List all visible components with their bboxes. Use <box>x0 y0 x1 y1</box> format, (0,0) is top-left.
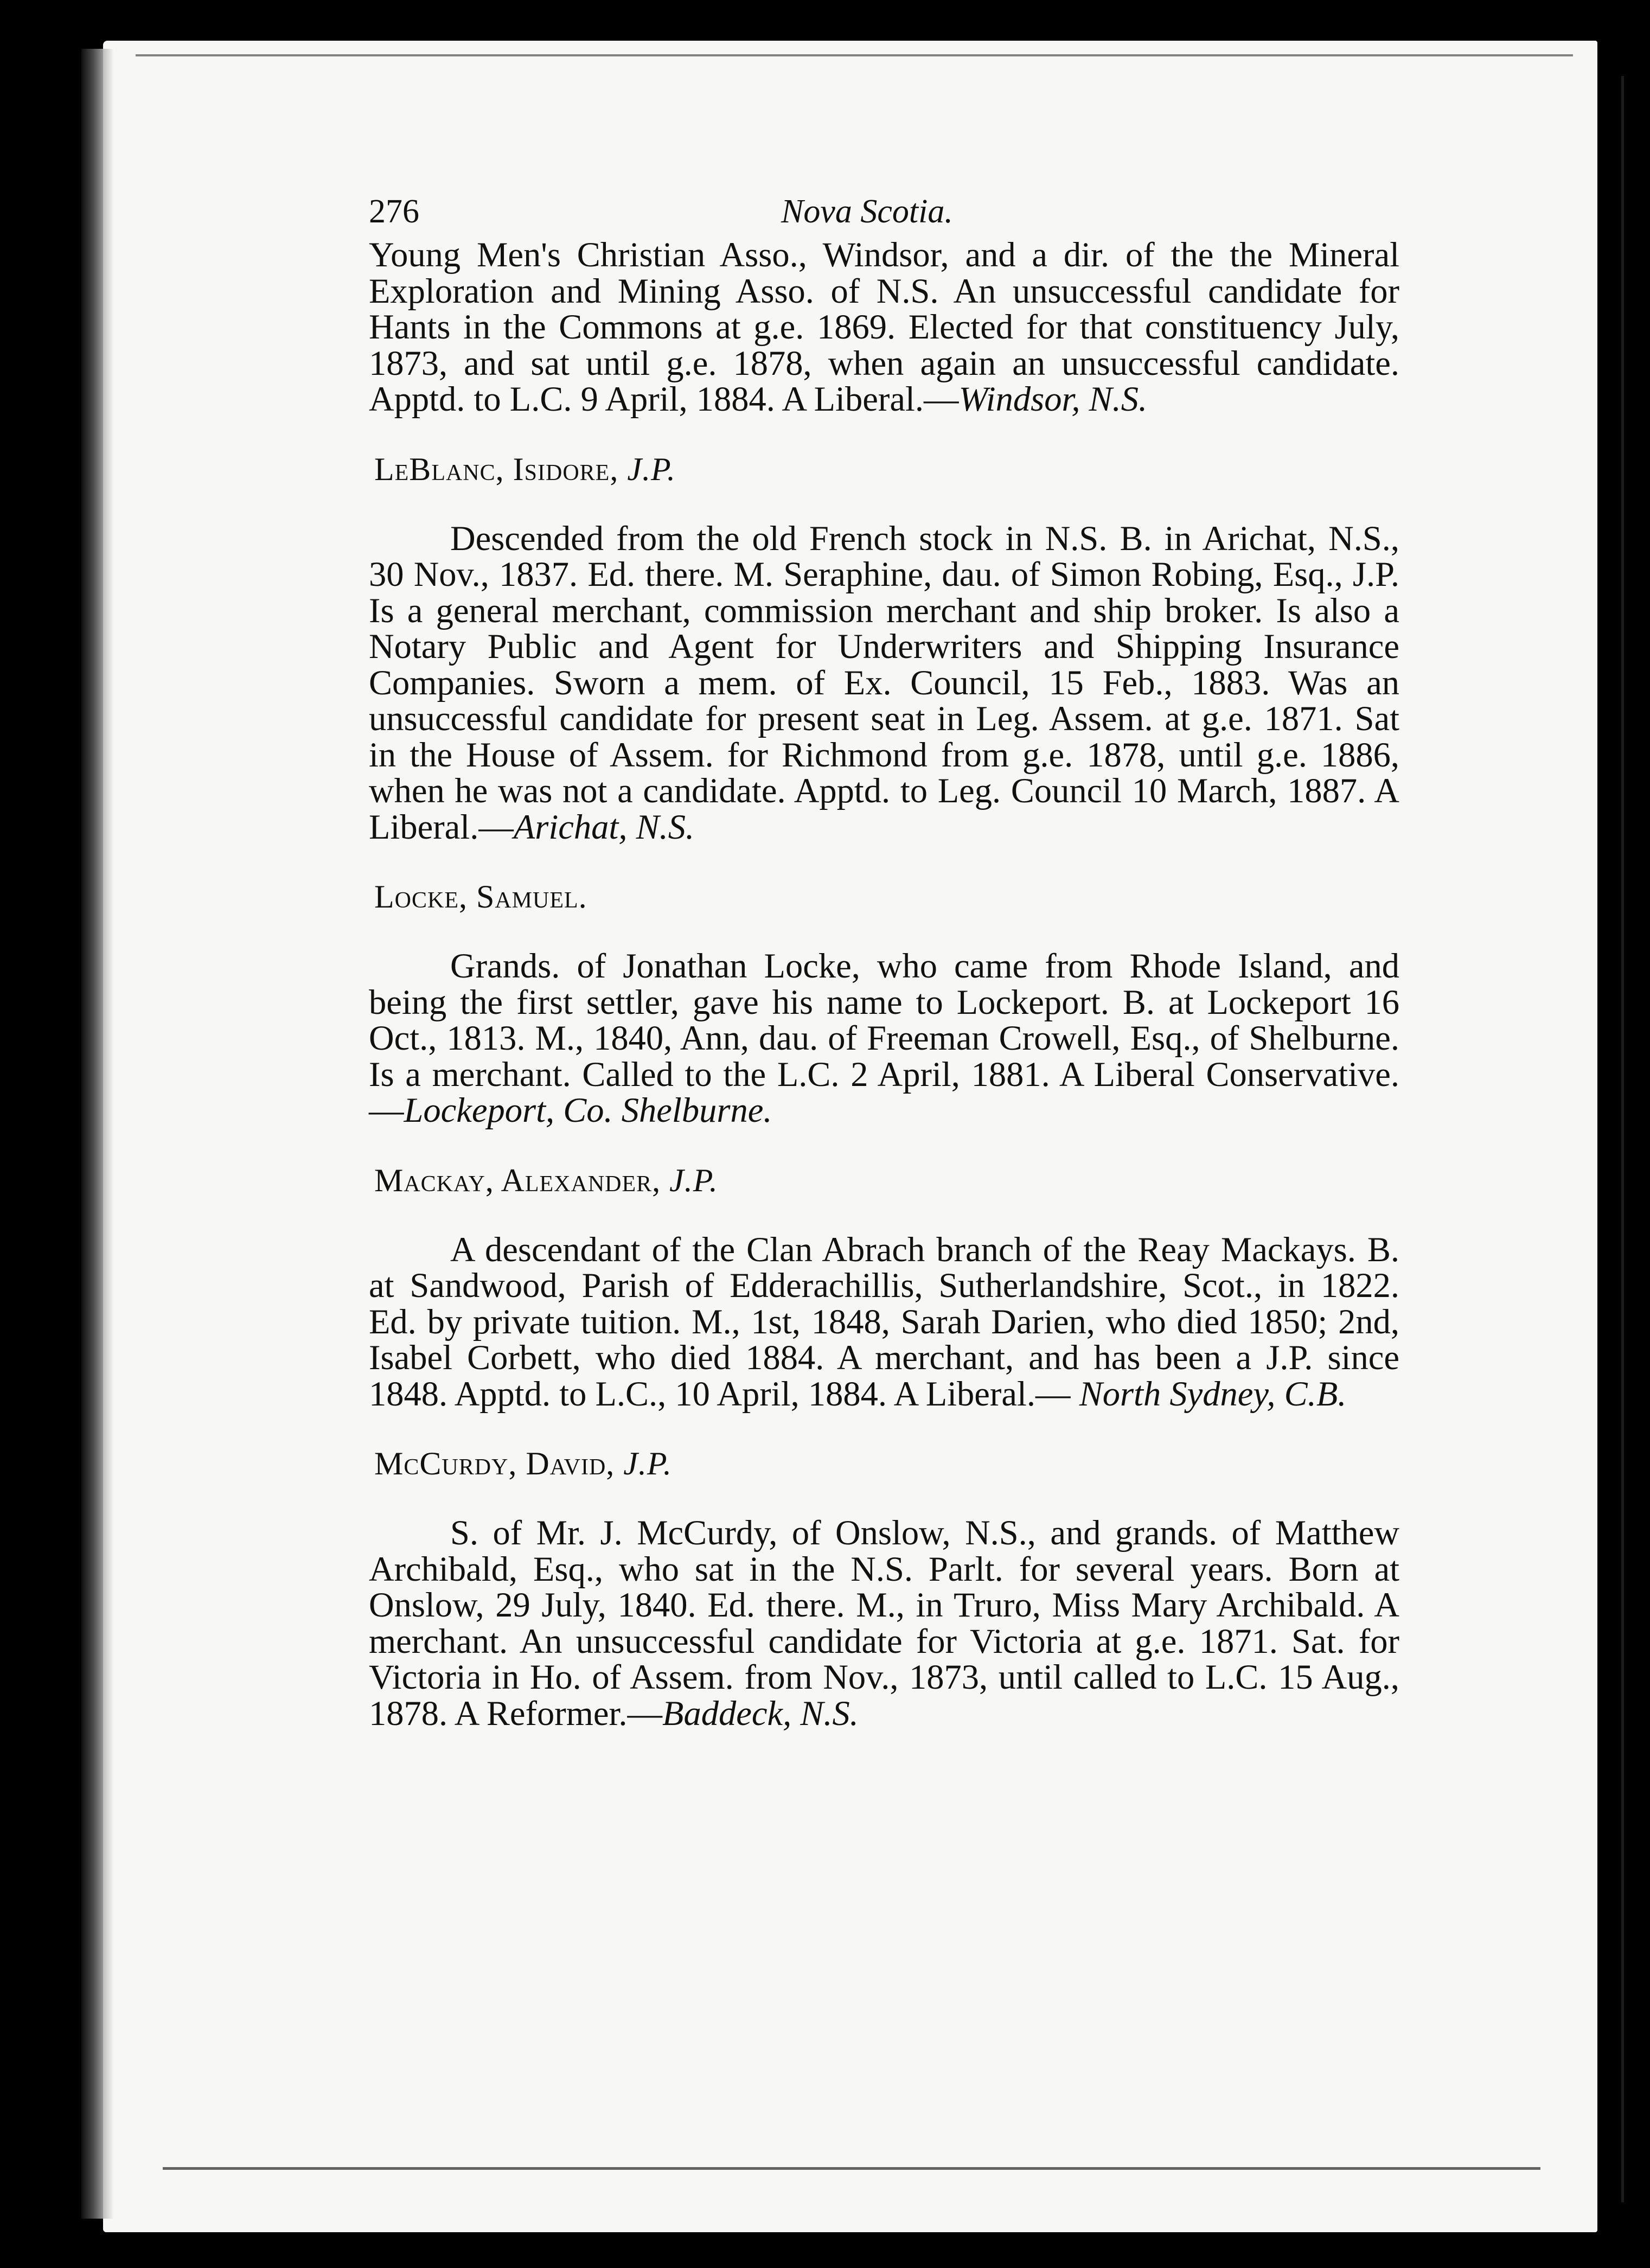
entry-text: Descended from the old French stock in N.S. B. in Arichat, N.S., 30 Nov., 1837. Ed. there. M. Seraphine, dau. of Simon Robing, Esq., J.P. Is a general merchant, commission merchant and ship broker. Is also a Notary Public and Agent for Underwriters and Shipping Insurance Companies. Sworn a mem. of Ex. Council, 15 Feb., 1883. Was an unsuccessful candidate for present seat in Leg. Assem. at g.e. 1871. Sat in the House of Assem. for Richmond from g.e. 1878, until g.e. 1886, when he was not a candidate. Apptd. to Leg. Council 10 March, 1887. A Liberal.— <box>369 519 1399 846</box>
entry-name: Locke, Samuel. <box>374 879 587 915</box>
entry-place: Arichat, N.S. <box>513 807 695 846</box>
entry-body-leblanc <box>369 521 1399 846</box>
entry-name: McCurdy, David, <box>374 1446 615 1481</box>
entry-honorific: J.P. <box>623 1446 672 1481</box>
entry-text: A descendant of the Clan Abrach branch of the Reay Mackays. B. at Sandwood, Parish of Edderachillis, Sutherlandshire, Scot., in 1822. Ed. by private tuition. M., 1st, 1848, Sarah Darien, who died 1850; 2nd, Isabel Corbett, who died 1884. A merchant, and has been a J.P. since 1848. Apptd. to L.C., 10 April, 1884. A Liberal.— <box>369 1230 1399 1413</box>
entry-heading-leblanc <box>374 451 1399 487</box>
entry-body-mackay <box>369 1232 1399 1413</box>
entry-honorific: J.P. <box>669 1162 718 1198</box>
entry-place: North Sydney, C.B. <box>1079 1374 1347 1413</box>
top-page-edge <box>136 54 1573 56</box>
entry-heading-locke <box>374 879 1399 915</box>
entry-text: Grands. of Jonathan Locke, who came from Rhode Island, and being the first settler, gave his name to Lockeport. B. at Lockeport 16 Oct., 1813. M., 1840, Ann, dau. of Freeman Crowell, Esq., of Shelburne. Is a merchant. Called to the L.C. 2 April, 1881. A Liberal Conservative. — <box>369 947 1399 1129</box>
page-gutter-shadow <box>81 49 114 2219</box>
entry-body-mccurdy <box>369 1515 1399 1732</box>
entry-place: Lockeport, Co. Shelburne. <box>404 1091 772 1129</box>
page-text <box>369 193 1399 1732</box>
right-page-edge <box>1621 76 1624 2202</box>
continued-entry-place: Windsor, N.S. <box>958 380 1148 418</box>
entry-name: Mackay, Alexander, <box>374 1162 661 1198</box>
entry-honorific: J.P. <box>627 451 676 487</box>
entry-name: LeBlanc, Isidore, <box>374 451 619 487</box>
entry-place: Baddeck, N.S. <box>662 1694 859 1733</box>
continued-entry-text: Young Men's Christian Asso., Windsor, and a dir. of the the Mineral Exploration and Mining Asso. of N.S. An unsuccessful candidate for Hants in the Commons at g.e. 1869. Elected for that constituency July, 1873, and sat until g.e. 1878, when again an unsuccessful candidate. Apptd. to L.C. 9 April, 1884. A Liberal.— <box>369 235 1399 418</box>
bottom-page-edge <box>163 2167 1540 2170</box>
running-head <box>369 193 1399 237</box>
continued-entry <box>369 237 1399 418</box>
running-title: Nova Scotia. <box>781 193 953 230</box>
page-number: 276 <box>369 193 419 230</box>
entry-heading-mackay <box>374 1162 1399 1198</box>
entry-text: S. of Mr. J. McCurdy, of Onslow, N.S., and grands. of Matthew Archibald, Esq., who sat in the N.S. Parlt. for several years. Born at Onslow, 29 July, 1840. Ed. there. M., in Truro, Miss Mary Archibald. A merchant. An unsuccessful candidate for Victoria at g.e. 1871. Sat. for Victoria in Ho. of Assem. from Nov., 1873, until called to L.C. 15 Aug., 1878. A Reformer.— <box>369 1513 1399 1733</box>
entry-heading-mccurdy <box>374 1446 1399 1481</box>
entry-body-locke <box>369 948 1399 1129</box>
